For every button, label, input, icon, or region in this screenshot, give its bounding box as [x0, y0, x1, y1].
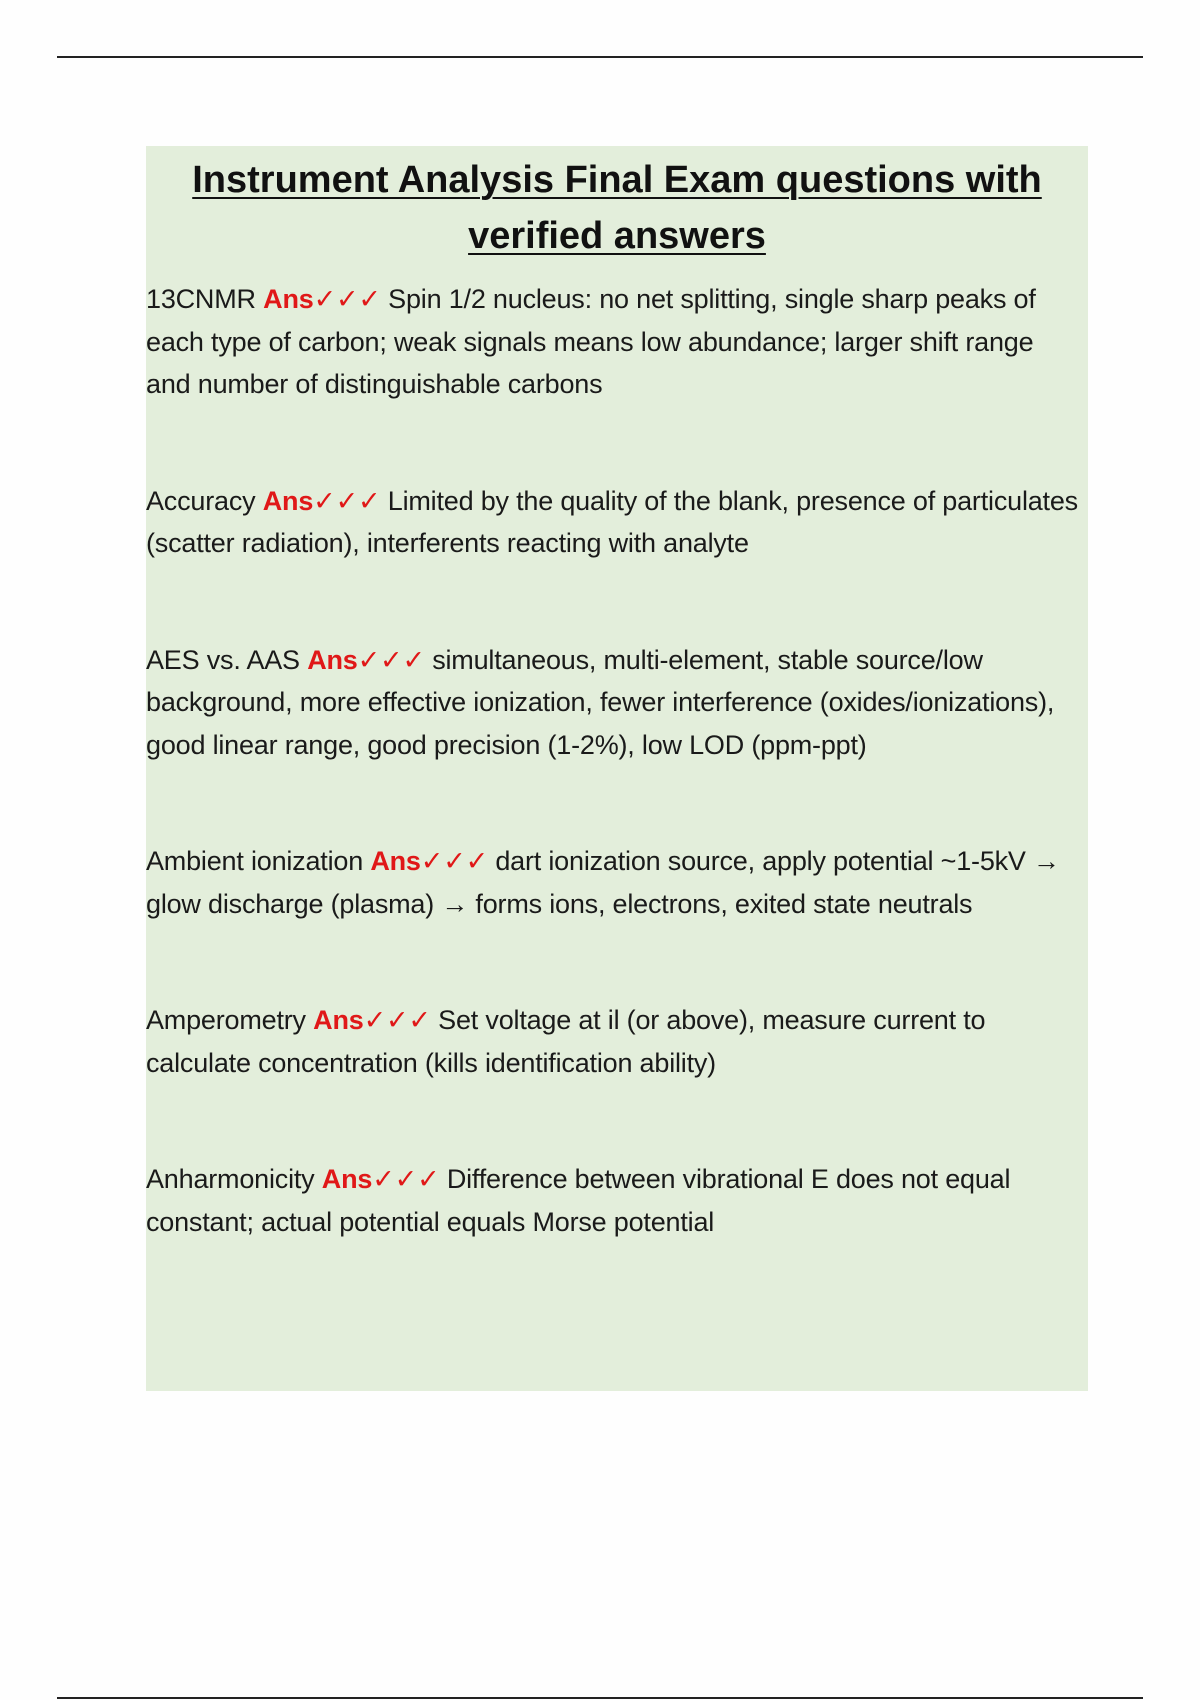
entry-aes-vs-aas [146, 639, 1084, 767]
check-marks: ✓✓✓ [313, 485, 381, 516]
answer-marker: Ans [313, 1005, 364, 1035]
entry-term: Ambient ionization [146, 846, 364, 876]
entry-13cnmr [146, 278, 1084, 406]
entry-definition: Difference between vibrational E does not equal constant; actual potential equals Morse potential [146, 1164, 1011, 1237]
check-marks: ✓✓✓ [363, 1005, 431, 1035]
entry-ambient-ionization [146, 840, 1084, 925]
footer-rule [57, 1697, 1143, 1699]
entry-term: Accuracy [146, 485, 256, 516]
check-marks: ✓✓✓ [313, 284, 381, 314]
entry-definition: dart ionization source, apply potential ~1-5kV → glow discharge (plasma) → forms ions, electrons, exited state neutrals [146, 846, 1060, 919]
answer-marker: Ans [262, 485, 314, 516]
entry-definition: Spin 1/2 nucleus: no net splitting, single sharp peaks of each type of carbon; weak signals means low abundance; larger shift range and number of distinguishable carbons [146, 284, 1036, 399]
answer-marker: Ans [307, 644, 358, 675]
answer-marker: Ans [263, 284, 314, 314]
check-marks: ✓✓✓ [420, 846, 489, 876]
entry-definition: Limited by the quality of the blank, presence of particulates (scatter radiation), interferents reacting with analyte [146, 485, 1078, 558]
header-rule [57, 56, 1143, 58]
answer-marker: Ans [370, 846, 421, 876]
entry-accuracy [146, 480, 1084, 565]
answer-marker: Ans [321, 1164, 373, 1194]
entry-term: 13CNMR [146, 284, 256, 314]
check-marks: ✓✓✓ [372, 1164, 440, 1194]
entry-amperometry [146, 999, 1084, 1084]
entry-definition: Set voltage at il (or above), measure current to calculate concentration (kills identification ability) [146, 1005, 986, 1078]
entry-term: Anharmonicity [146, 1164, 315, 1194]
entry-term: Amperometry [146, 1005, 306, 1035]
check-marks: ✓✓✓ [357, 644, 425, 675]
entry-list [146, 278, 1088, 1243]
document-title: Instrument Analysis Final Exam questions with verified answers [192, 159, 1042, 257]
entry-definition: simultaneous, multi-element, stable source/low background, more effective ionization, fewer interference (oxides/ionizations), good linear range, good precision (1-2%), low LOD (ppm-ppt) [146, 644, 1055, 760]
entry-term: AES vs. AAS [146, 644, 300, 675]
content-panel [146, 146, 1088, 1391]
entry-anharmonicity [146, 1158, 1084, 1243]
